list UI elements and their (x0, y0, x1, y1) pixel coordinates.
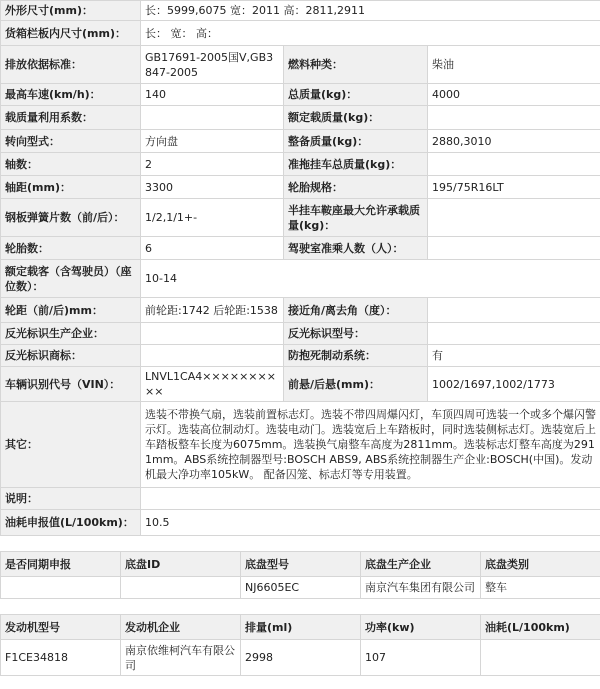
spec-row (1, 323, 600, 345)
spec-value: 4000 (428, 84, 600, 106)
spec-value: 方向盘 (141, 130, 284, 153)
chassis-table (0, 551, 600, 599)
spec-row (1, 46, 600, 84)
spec-row (1, 510, 600, 536)
spec-key: 外形尺寸(mm)： (1, 1, 141, 21)
chassis-cell (121, 577, 241, 599)
spec-key: 货箱栏板内尺寸(mm)： (1, 21, 141, 46)
chassis-cell: 南京汽车集团有限公司 (361, 577, 481, 599)
spec-value: 2 (141, 153, 284, 176)
engine-cell: F1CE34818 (1, 640, 121, 676)
spec-value (428, 298, 600, 323)
spec-row (1, 199, 600, 237)
chassis-cell: NJ6605EC (241, 577, 361, 599)
spec-row (1, 84, 600, 106)
engine-header: 发动机型号 (1, 615, 121, 640)
section-gap (0, 599, 600, 614)
spec-key: 油耗申报值(L/100km)： (1, 510, 141, 536)
spec-value: LNVL1CA4×××××××××× (141, 367, 284, 402)
spec-key: 排放依据标准： (1, 46, 141, 84)
chassis-header: 底盘生产企业 (361, 552, 481, 577)
spec-row (1, 106, 600, 130)
spec-value: GB17691-2005国Ⅴ,GB3847-2005 (141, 46, 284, 84)
spec-row (1, 176, 600, 199)
engine-row (1, 640, 600, 676)
spec-key: 额定载质量(kg)： (284, 106, 428, 130)
section-gap (0, 536, 600, 551)
spec-key: 反光标识生产企业： (1, 323, 141, 345)
spec-value (141, 106, 284, 130)
engine-header-row (1, 615, 600, 640)
spec-row (1, 21, 600, 46)
engine-cell: 2998 (241, 640, 361, 676)
engine-table (0, 614, 600, 676)
engine-cell: 107 (361, 640, 481, 676)
spec-value (141, 323, 284, 345)
spec-value: 10.5 (141, 510, 600, 536)
spec-value: 有 (428, 345, 600, 367)
spec-value (428, 106, 600, 130)
spec-value: 140 (141, 84, 284, 106)
chassis-header-row (1, 552, 600, 577)
spec-value: 1/2,1/1+- (141, 199, 284, 237)
spec-key: 总质量(kg)： (284, 84, 428, 106)
spec-row (1, 237, 600, 260)
spec-key: 轴数： (1, 153, 141, 176)
chassis-header: 底盘ID (121, 552, 241, 577)
spec-value: 长：5999,6075 宽：2011 高：2811,2911 (141, 1, 600, 21)
engine-header: 功率(kw) (361, 615, 481, 640)
chassis-cell (1, 577, 121, 599)
spec-key: 载质量利用系数： (1, 106, 141, 130)
spec-value: 长： 宽： 高： (141, 21, 600, 46)
spec-key: 轴距(mm)： (1, 176, 141, 199)
spec-key: 防抱死制动系统： (284, 345, 428, 367)
spec-value: 前轮距:1742 后轮距:1538 (141, 298, 284, 323)
engine-cell (481, 640, 600, 676)
spec-key: 半挂车鞍座最大允许承载质量(kg)： (284, 199, 428, 237)
spec-key: 钢板弹簧片数（前/后）： (1, 199, 141, 237)
spec-key: 整备质量(kg)： (284, 130, 428, 153)
spec-value: 选装不带换气扇，选装前置标志灯。选装不带四周爆闪灯，车顶四周可选装一个或多个爆闪警示灯。选装高位制动灯。选装电动门。选装宽后上车踏板时，同时选装侧标志灯。选装宽后上车踏板整车长度为6075mm。选装换气扇整车高度为2811mm。选装标志灯整车高度为2911mm。ABS系统控制器型号:BOSCH ABS9, ABS系统控制器生产企业:BOSCH(中国)。发动机最大净功率105kW。 配备囚笼、标志灯等专用装置。 (141, 402, 600, 488)
spec-key: 转向型式： (1, 130, 141, 153)
spec-key: 最高车速(km/h)： (1, 84, 141, 106)
chassis-header: 底盘类别 (481, 552, 600, 577)
spec-value: 10-14 (141, 260, 600, 298)
spec-key: 前悬/后悬(mm)： (284, 367, 428, 402)
spec-row (1, 488, 600, 510)
spec-row (1, 367, 600, 402)
spec-row (1, 153, 600, 176)
spec-key: 反光标识型号： (284, 323, 428, 345)
engine-header: 油耗(L/100km) (481, 615, 600, 640)
spec-row (1, 298, 600, 323)
spec-value (141, 488, 600, 510)
spec-value (428, 153, 600, 176)
spec-value (141, 345, 284, 367)
spec-row (1, 402, 600, 488)
spec-value: 3300 (141, 176, 284, 199)
spec-key: 反光标识商标： (1, 345, 141, 367)
engine-header: 发动机企业 (121, 615, 241, 640)
spec-row (1, 130, 600, 153)
chassis-header: 底盘型号 (241, 552, 361, 577)
spec-value (428, 237, 600, 260)
spec-key: 轮距（前/后)mm： (1, 298, 141, 323)
spec-value: 195/75R16LT (428, 176, 600, 199)
spec-value: 柴油 (428, 46, 600, 84)
spec-value: 1002/1697,1002/1773 (428, 367, 600, 402)
spec-key: 说明： (1, 488, 141, 510)
spec-key: 接近角/离去角（度）： (284, 298, 428, 323)
spec-key: 燃料种类： (284, 46, 428, 84)
spec-row (1, 345, 600, 367)
spec-value: 2880,3010 (428, 130, 600, 153)
spec-key: 额定载客（含驾驶员）（座位数）： (1, 260, 141, 298)
chassis-row (1, 577, 600, 599)
spec-key: 轮胎规格： (284, 176, 428, 199)
spec-value (428, 323, 600, 345)
spec-key: 其它： (1, 402, 141, 488)
spec-value: 6 (141, 237, 284, 260)
spec-row (1, 260, 600, 298)
spec-key: 准拖挂车总质量(kg)： (284, 153, 428, 176)
spec-key: 驾驶室准乘人数（人）： (284, 237, 428, 260)
chassis-cell: 整车 (481, 577, 600, 599)
engine-header: 排量(ml) (241, 615, 361, 640)
spec-row (1, 1, 600, 21)
chassis-header: 是否同期申报 (1, 552, 121, 577)
engine-cell: 南京依维柯汽车有限公司 (121, 640, 241, 676)
spec-key: 轮胎数： (1, 237, 141, 260)
spec-key: 车辆识别代号（VIN）： (1, 367, 141, 402)
spec-value (428, 199, 600, 237)
